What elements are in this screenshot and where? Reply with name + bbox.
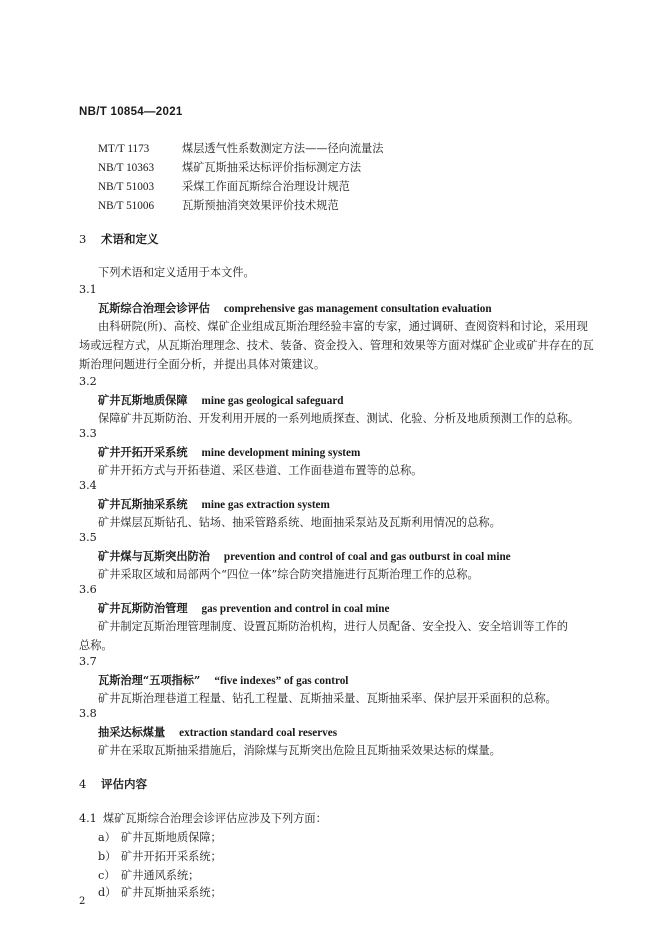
term-definition-line: 矿井瓦斯治理巷道工程量、钻孔工程量、瓦斯抽采量、瓦斯抽采率、保护层开采面积的总称。	[98, 692, 557, 705]
term-number: 3.6	[79, 583, 97, 596]
reference-line	[98, 178, 350, 194]
section-intro: 下列术语和定义适用于本文件。	[98, 266, 255, 279]
term-heading	[98, 672, 348, 688]
reference-code: MT/T 1173	[98, 143, 150, 155]
page-number: 2	[79, 896, 86, 907]
term-definition-line: 保障矿井瓦斯防治、开发利用开展的一系列地质探查、测试、化验、分析及地质预测工作的总称。	[98, 412, 580, 425]
term-definition-line: 矿井制定瓦斯治理管理制度、设置瓦斯防治机构，进行人员配备、安全投入、安全培训等工作的	[98, 620, 568, 633]
section-heading	[79, 231, 159, 247]
reference-code: NB/T 10363	[98, 162, 155, 174]
list-item	[98, 829, 222, 845]
term-en: mine gas extraction system	[201, 499, 330, 511]
term-heading	[98, 392, 344, 408]
term-heading	[98, 600, 389, 616]
section-title: 术语和定义	[101, 232, 159, 246]
term-en: “five indexes” of gas control	[214, 675, 349, 687]
term-heading	[98, 300, 492, 316]
term-cn: 矿井瓦斯地质保障	[98, 393, 188, 407]
term-definition-line: 斯治理问题进行全面分析，并提出具体对策建议。	[79, 358, 326, 371]
list-text: 矿井瓦斯地质保障；	[121, 831, 222, 844]
term-definition-line: 矿井开拓方式与开拓巷道、采区巷道、工作面巷道布置等的总称。	[98, 464, 423, 477]
section-heading	[79, 776, 147, 792]
standard-code-header: NB/T 10854—2021	[79, 106, 183, 118]
list-text: 矿井开拓开采系统；	[121, 850, 222, 863]
term-number: 3.8	[79, 707, 97, 720]
term-en: mine gas geological safeguard	[201, 395, 344, 407]
term-cn: 瓦斯治理“五项指标”	[98, 673, 201, 687]
reference-title: 采煤工作面瓦斯综合治理设计规范	[182, 180, 350, 193]
term-definition-line: 矿井在采取瓦斯抽采措施后，消除煤与瓦斯突出危险且瓦斯抽采效果达标的煤量。	[98, 744, 501, 757]
section-title: 评估内容	[101, 777, 147, 791]
term-en: comprehensive gas management consultation evaluation	[223, 303, 492, 315]
term-number: 3.3	[79, 427, 97, 440]
term-cn: 抽采达标煤量	[98, 725, 166, 739]
term-heading	[98, 444, 360, 460]
term-en: mine development mining system	[201, 447, 361, 459]
term-cn: 矿井瓦斯抽采系统	[98, 497, 188, 511]
term-definition-line: 矿井煤层瓦斯钻孔、钻场、抽采管路系统、地面抽采泵站及瓦斯利用情况的总称。	[98, 516, 501, 529]
section-number: 4	[79, 777, 87, 791]
term-number: 3.1	[79, 283, 97, 296]
reference-title: 煤层透气性系数测定方法——径向流量法	[182, 142, 384, 155]
term-definition-line: 由科研院(所)、高校、煤矿企业组成瓦斯治理经验丰富的专家，通过调研、查阅资料和讨论，采用现	[98, 320, 588, 333]
clause-line	[79, 810, 327, 826]
term-cn: 矿井开拓开采系统	[98, 445, 188, 459]
term-en: extraction standard coal reserves	[179, 727, 338, 739]
reference-title: 瓦斯预抽消突效果评价技术规范	[182, 199, 339, 212]
list-text: 矿井通风系统；	[121, 869, 200, 882]
list-item	[98, 867, 199, 883]
reference-line	[98, 159, 361, 175]
clause-number: 4.1	[79, 812, 97, 825]
term-number: 3.7	[79, 655, 97, 668]
reference-line	[98, 197, 339, 213]
term-heading	[98, 548, 511, 564]
term-cn: 矿井煤与瓦斯突出防治	[98, 549, 210, 563]
reference-line	[98, 140, 383, 156]
term-en: prevention and control of coal and gas outburst in coal mine	[223, 551, 511, 563]
term-en: gas prevention and control in coal mine	[201, 603, 390, 615]
term-cn: 矿井瓦斯防治管理	[98, 601, 188, 615]
list-label: d）	[98, 886, 117, 899]
list-text: 矿井瓦斯抽采系统；	[121, 886, 222, 899]
term-number: 3.2	[79, 375, 97, 388]
reference-title: 煤矿瓦斯抽采达标评价指标测定方法	[182, 161, 362, 174]
clause-text: 煤矿瓦斯综合治理会诊评估应涉及下列方面：	[103, 812, 327, 825]
section-number: 3	[79, 232, 87, 246]
list-label: b）	[98, 850, 117, 863]
list-item	[98, 884, 222, 900]
term-definition-line: 矿井采取区域和局部两个“四位一体”综合防突措施进行瓦斯治理工作的总称。	[98, 568, 479, 581]
term-heading	[98, 724, 337, 740]
term-number: 3.5	[79, 531, 97, 544]
term-heading	[98, 496, 330, 512]
list-item	[98, 848, 222, 864]
term-definition-line: 总称。	[79, 639, 113, 652]
term-cn: 瓦斯综合治理会诊评估	[98, 301, 210, 315]
list-label: a）	[98, 831, 116, 844]
term-definition-line: 场或远程方式，从瓦斯治理理念、技术、装备、资金投入、管理和效果等方面对煤矿企业或矿井存在的瓦	[79, 339, 594, 352]
reference-code: NB/T 51006	[98, 200, 155, 212]
list-label: c）	[98, 869, 116, 882]
term-number: 3.4	[79, 479, 97, 492]
reference-code: NB/T 51003	[98, 181, 155, 193]
